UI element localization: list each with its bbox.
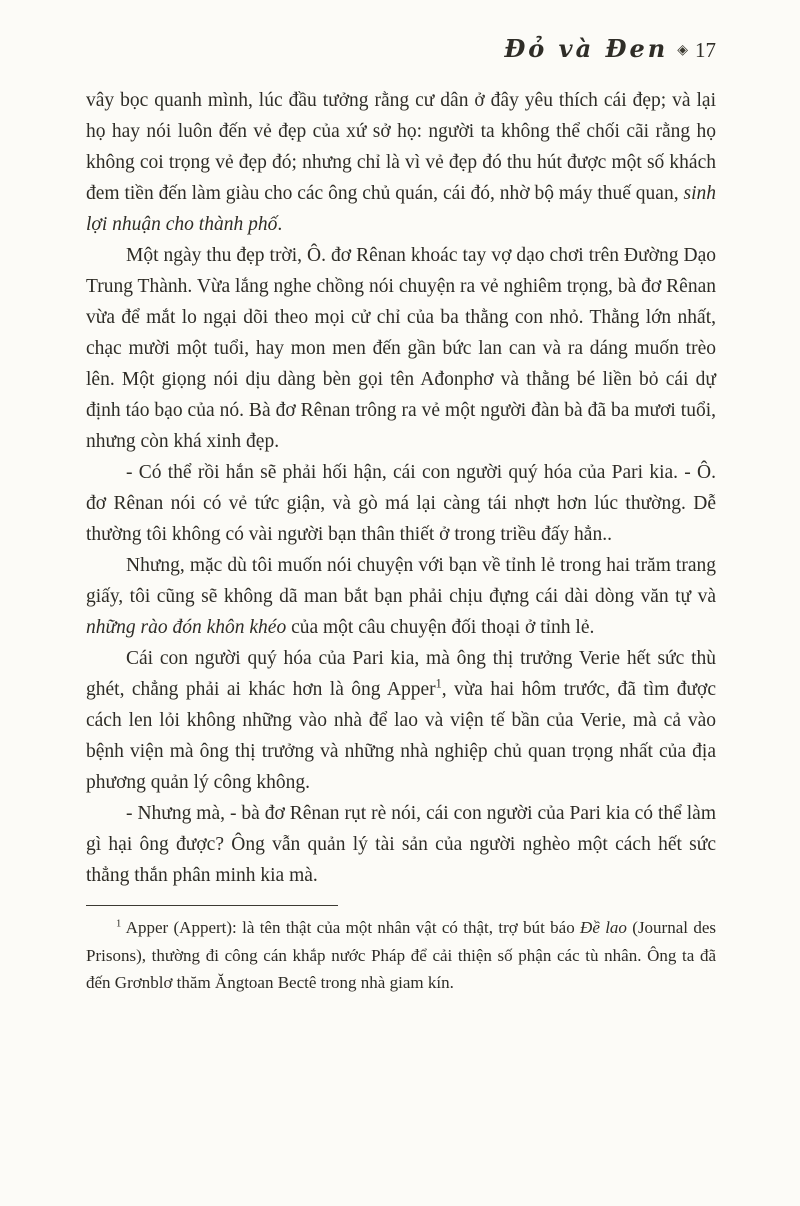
italic-text: những rào đón khôn khéo: [86, 617, 287, 638]
page-number: 17: [695, 38, 716, 62]
diamond-icon: ◈: [677, 43, 688, 58]
text-segment: Một ngày thu đẹp trời, Ô. đơ Rênan khoác tay vợ dạo chơi trên Đường Dạo Trung Thành. Vừa lắng nghe chồng nói chuyện ra vẻ nghiêm trọng, bà đơ Rênan vừa để mắt lo ngại dõi theo mọi cử chỉ của ba thằng con nhỏ. Thằng lớn nhất, chạc mười một tuổi, hay mon men đến gần bức lan can và ra dáng muốn trèo lên. Một giọng nói dịu dàng bèn gọi tên Ađonphơ và thằng bé liền bỏ cái dự định táo bạo của nó. Bà đơ Rênan trông ra vẻ một người đàn bà đã ba mươi tuổi, nhưng còn khá xinh đẹp.: [86, 245, 716, 452]
paragraph: [86, 550, 716, 643]
paragraph: [86, 457, 716, 550]
footnote-text: [86, 914, 716, 997]
paragraph: [86, 240, 716, 457]
book-title: Đỏ và Đen: [504, 34, 669, 63]
footnote: [86, 914, 716, 997]
footnote-divider: [86, 905, 338, 906]
italic-text: Đề lao: [580, 918, 627, 937]
text-segment: Nhưng, mặc dù tôi muốn nói chuyện với bạn về tỉnh lẻ trong hai trăm trang giấy, tôi cũng sẽ không dã man bắt bạn phải chịu đựng cái dài dòng văn tự và: [86, 555, 716, 607]
footnote-marker: 1: [116, 918, 122, 930]
body-text: [86, 85, 716, 891]
text-segment: .: [277, 214, 283, 235]
paragraph: [86, 85, 716, 240]
footnote-reference: 1: [435, 676, 442, 691]
page-header: [86, 34, 716, 63]
text-segment: vây bọc quanh mình, lúc đầu tưởng rằng cư dân ở đây yêu thích cái đẹp; và lại họ hay nói luôn đến vẻ đẹp của xứ sở họ: người ta không thể chối cãi rằng họ không coi trọng vẻ đẹp đó; nhưng chỉ là vì vẻ đẹp đó thu hút được một số khách đem tiền đến làm giàu cho các ông chủ quán, cái đó, nhờ bộ máy thuế quan,: [86, 90, 716, 204]
paragraph: [86, 798, 716, 891]
text-segment: - Có thể rồi hắn sẽ phải hối hận, cái con người quý hóa của Pari kia. - Ô. đơ Rênan nói có vẻ tức giận, và gò má lại càng tái nhợt hơn lúc thường. Dễ thường tôi không có vài người bạn thân thiết ở trong triều đấy hẳn..: [86, 462, 716, 545]
italic-text: sinh lợi nhuận cho thành phố: [86, 183, 716, 235]
text-segment: - Nhưng mà, - bà đơ Rênan rụt rè nói, cái con người của Pari kia có thể làm gì hại ông được? Ông vẫn quản lý tài sản của người nghèo một cách hết sức thẳng thắn phân minh kia mà.: [86, 803, 716, 886]
text-segment: của một câu chuyện đối thoại ở tỉnh lẻ.: [286, 617, 595, 638]
text-segment: Apper (Appert): là tên thật của một nhân vật có thật, trợ bút báo: [121, 918, 581, 937]
text-segment: (Journal des Prisons), thường đi công cán khắp nước Pháp để cải thiện số phận các tù nhân. Ông ta đã đến Grơnblơ thăm Ăngtoan Bectê trong nhà giam kín.: [86, 918, 716, 992]
text-segment: Cái con người quý hóa của Pari kia, mà ông thị trưởng Verie hết sức thù ghét, chẳng phải ai khác hơn là ông Apper: [86, 648, 716, 700]
paragraph: [86, 643, 716, 798]
text-segment: , vừa hai hôm trước, đã tìm được cách len lỏi không những vào nhà để lao và viện tế bần của Verie, mà cả vào bệnh viện mà ông thị trưởng và những nhà nghiệp chủ quan trọng nhất của địa phương quản lý công không.: [86, 679, 716, 793]
